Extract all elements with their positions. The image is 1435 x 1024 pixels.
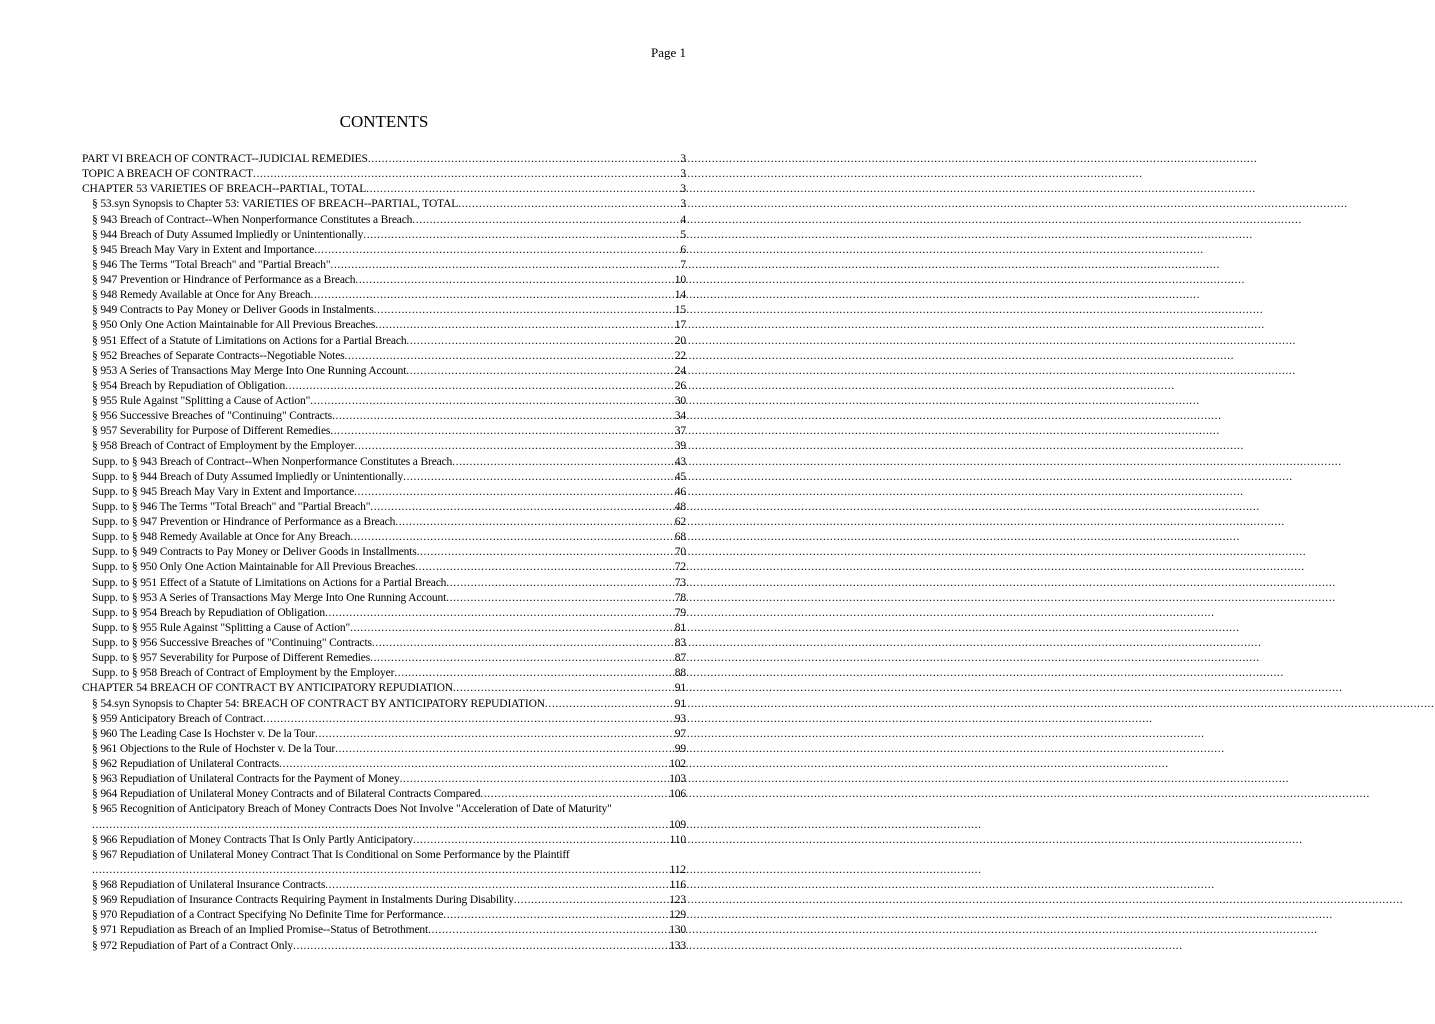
toc-entry-title: § 962 Repudiation of Unilateral Contracts bbox=[92, 758, 280, 770]
toc-entry[interactable] bbox=[82, 621, 686, 636]
toc-entry[interactable] bbox=[82, 243, 686, 258]
toc-entry[interactable] bbox=[82, 318, 686, 333]
toc-entry[interactable] bbox=[82, 908, 686, 923]
toc-dot-leader bbox=[311, 288, 675, 303]
toc-entry-title: Supp. to § 957 Severability for Purpose of Different Remedies bbox=[92, 652, 371, 665]
toc-entry[interactable] bbox=[82, 560, 686, 575]
toc-entry-title: § 958 Breach of Contract of Employment by the Employer bbox=[92, 440, 355, 453]
toc-dot-leader bbox=[354, 439, 674, 454]
toc-page-number: 4 bbox=[680, 213, 686, 226]
toc-dot-leader bbox=[446, 591, 675, 606]
toc-dot-leader bbox=[406, 334, 674, 349]
toc-dot-leader bbox=[92, 818, 669, 833]
toc-entry-title: § 969 Repudiation of Insurance Contracts Requiring Payment in Instalments During Disability bbox=[92, 894, 514, 907]
toc-page-number: 97 bbox=[674, 727, 686, 740]
toc-entry-title: § 948 Remedy Available at Once for Any Breach bbox=[92, 289, 311, 302]
toc-page-number: 88 bbox=[674, 667, 686, 680]
toc-dot-leader bbox=[314, 243, 680, 258]
toc-page-number: 79 bbox=[674, 606, 686, 619]
toc-entry[interactable] bbox=[82, 848, 686, 878]
toc-dot-leader bbox=[545, 697, 675, 712]
toc-entry[interactable] bbox=[82, 606, 686, 621]
toc-dot-leader bbox=[452, 455, 675, 470]
toc-entry[interactable] bbox=[82, 334, 686, 349]
toc-entry-title: PART VI BREACH OF CONTRACT--JUDICIAL REMEDIES bbox=[82, 153, 368, 165]
toc-entry[interactable] bbox=[82, 394, 686, 409]
toc-page-number: 14 bbox=[674, 289, 686, 302]
toc-dot-leader bbox=[453, 681, 675, 696]
toc-entry-title: § 965 Recognition of Anticipatory Breach of Money Contracts Does Not Involve "Acceleration of Date of Maturity" bbox=[92, 803, 612, 816]
toc-dot-leader bbox=[355, 273, 674, 288]
toc-entry-title: TOPIC A BREACH OF CONTRACT bbox=[82, 168, 253, 181]
toc-page-number: 39 bbox=[674, 440, 686, 453]
toc-dot-leader bbox=[417, 545, 675, 560]
toc-entry[interactable] bbox=[82, 349, 686, 364]
toc-page-number: 5 bbox=[680, 228, 686, 241]
toc-dot-leader bbox=[332, 409, 675, 424]
toc-page-number: 110 bbox=[669, 833, 686, 846]
toc-entry-title: § 949 Contracts to Pay Money or Deliver Goods in Instalments bbox=[92, 304, 374, 317]
toc-entry-title: § 946 The Terms "Total Breach" and "Partial Breach" bbox=[92, 258, 331, 271]
toc-entry[interactable] bbox=[82, 923, 686, 938]
toc-dot-leader bbox=[366, 182, 680, 197]
toc-dot-leader bbox=[92, 863, 670, 878]
toc-entry[interactable] bbox=[82, 666, 686, 681]
toc-entry-title: Supp. to § 958 Breach of Contract of Employment by the Employer bbox=[92, 667, 395, 680]
toc-entry[interactable] bbox=[82, 409, 686, 424]
toc-page-number: 73 bbox=[674, 576, 686, 589]
toc-entry-title: § 964 Repudiation of Unilateral Money Contracts and of Bilateral Contracts Compared bbox=[92, 788, 481, 801]
toc-page-number: 6 bbox=[680, 243, 686, 256]
toc-entry[interactable] bbox=[82, 878, 686, 893]
toc-dot-leader bbox=[375, 318, 675, 333]
toc-dot-leader bbox=[344, 349, 674, 364]
toc-entry[interactable] bbox=[82, 651, 686, 666]
toc-entry-title: § 945 Breach May Vary in Extent and Importance bbox=[92, 243, 315, 256]
toc-page-number: 17 bbox=[674, 319, 686, 332]
toc-entry[interactable] bbox=[82, 303, 686, 318]
toc-page-number: 91 bbox=[674, 697, 686, 710]
toc-entry[interactable] bbox=[82, 470, 686, 485]
toc-dot-leader bbox=[406, 364, 675, 379]
toc-entry-title: Supp. to § 946 The Terms "Total Breach" and "Partial Breach" bbox=[92, 500, 371, 513]
toc-dot-leader bbox=[370, 500, 675, 515]
toc-entry-title: Supp. to § 945 Breach May Vary in Extent and Importance bbox=[92, 485, 355, 498]
toc-page-number: 99 bbox=[674, 742, 686, 755]
toc-entry[interactable] bbox=[82, 424, 686, 439]
toc-page-number: 68 bbox=[674, 531, 686, 544]
toc-entry-title: § 966 Repudiation of Money Contracts That Is Only Partly Anticipatory bbox=[92, 833, 413, 846]
toc-page-number: 72 bbox=[674, 561, 686, 574]
toc-entry[interactable] bbox=[82, 288, 686, 303]
toc-entry[interactable] bbox=[82, 364, 686, 379]
toc-entry[interactable] bbox=[82, 197, 686, 212]
toc-entry-title: § 944 Breach of Duty Assumed Impliedly or Unintentionally bbox=[92, 228, 364, 241]
toc-dot-leader bbox=[514, 893, 670, 908]
toc-entry[interactable] bbox=[82, 697, 686, 712]
toc-dot-leader bbox=[330, 424, 675, 439]
toc-entry-title: Supp. to § 943 Breach of Contract--When Nonperformance Constitutes a Breach bbox=[92, 455, 453, 468]
toc-entry-title: Supp. to § 949 Contracts to Pay Money or Deliver Goods in Installments bbox=[92, 546, 417, 559]
toc-dot-leader bbox=[374, 303, 675, 318]
toc-page-number: 26 bbox=[674, 379, 686, 392]
table-of-contents bbox=[82, 152, 686, 954]
toc-entry-title: Supp. to § 947 Prevention or Hindrance of Performance as a Breach bbox=[92, 516, 396, 528]
toc-page-number: 109 bbox=[669, 818, 686, 831]
toc-entry-title: Supp. to § 944 Breach of Duty Assumed Impliedly or Unintentionally bbox=[92, 470, 404, 483]
toc-page-number: 3 bbox=[680, 153, 686, 165]
toc-dot-leader bbox=[400, 772, 670, 787]
toc-entry-title: § 968 Repudiation of Unilateral Insurance Contracts bbox=[92, 879, 326, 891]
toc-page-number: 37 bbox=[674, 425, 686, 438]
toc-dot-leader bbox=[372, 636, 675, 651]
toc-entry[interactable] bbox=[82, 258, 686, 273]
toc-page-number: 116 bbox=[669, 879, 686, 891]
toc-entry-title: § 953 A Series of Transactions May Merge Into One Running Account bbox=[92, 364, 407, 377]
toc-entry[interactable] bbox=[82, 439, 686, 454]
toc-entry-title: Supp. to § 948 Remedy Available at Once for Any Breach bbox=[92, 531, 351, 544]
toc-dot-leader bbox=[279, 757, 669, 772]
toc-dot-leader bbox=[310, 394, 675, 409]
toc-entry[interactable] bbox=[82, 742, 686, 757]
toc-entry-title: § 971 Repudiation as Breach of an Implied Promise--Status of Betrothment bbox=[92, 924, 429, 937]
toc-dot-leader bbox=[354, 485, 675, 500]
toc-page-number: 24 bbox=[674, 364, 686, 377]
page-title: CONTENTS bbox=[339, 112, 429, 131]
toc-entry-title: § 972 Repudiation of Part of a Contract Only bbox=[92, 939, 294, 952]
toc-entry[interactable] bbox=[82, 152, 686, 167]
toc-entry[interactable] bbox=[82, 182, 686, 197]
toc-entry[interactable] bbox=[82, 273, 686, 288]
toc-page-number: 102 bbox=[669, 758, 686, 770]
toc-dot-leader bbox=[293, 939, 669, 954]
toc-entry[interactable] bbox=[82, 500, 686, 515]
toc-page-number: 7 bbox=[680, 258, 686, 271]
toc-entry-title: § 970 Repudiation of a Contract Specifying No Definite Time for Performance bbox=[92, 909, 444, 922]
toc-entry-title: § 957 Severability for Purpose of Different Remedies bbox=[92, 425, 331, 438]
toc-page-number: 123 bbox=[669, 894, 686, 907]
toc-entry-title: § 952 Breaches of Separate Contracts--Negotiable Notes bbox=[92, 349, 345, 362]
toc-page-number: 103 bbox=[669, 773, 686, 786]
toc-entry-title: Supp. to § 955 Rule Against "Splitting a Cause of Action" bbox=[92, 621, 350, 634]
toc-dot-leader bbox=[395, 515, 675, 530]
toc-entry-title: § 943 Breach of Contract--When Nonperformance Constitutes a Breach bbox=[92, 213, 413, 226]
toc-dot-leader bbox=[253, 167, 680, 182]
toc-page-number: 93 bbox=[674, 712, 686, 725]
toc-entry-title: § 963 Repudiation of Unilateral Contracts for the Payment of Money bbox=[92, 773, 400, 786]
toc-entry-title: § 54.syn Synopsis to Chapter 54: BREACH OF CONTRACT BY ANTICIPATORY REPUDIATION bbox=[92, 697, 545, 710]
toc-page-number: 91 bbox=[674, 682, 686, 695]
toc-dot-leader bbox=[325, 878, 669, 893]
toc-page-number: 106 bbox=[669, 788, 686, 801]
toc-page-number: 87 bbox=[674, 652, 686, 665]
toc-page-number: 45 bbox=[674, 470, 686, 483]
toc-entry-title: § 960 The Leading Case Is Hochster v. De la Tour bbox=[92, 727, 316, 740]
toc-dot-leader bbox=[412, 213, 680, 228]
toc-entry[interactable] bbox=[82, 530, 686, 545]
toc-page-number: 130 bbox=[669, 924, 686, 937]
toc-entry-title: Supp. to § 950 Only One Action Maintainable for All Previous Breaches bbox=[92, 561, 416, 574]
toc-entry[interactable] bbox=[82, 485, 686, 500]
toc-entry[interactable] bbox=[82, 167, 686, 182]
toc-dot-leader bbox=[350, 621, 675, 636]
toc-entry[interactable] bbox=[82, 379, 686, 394]
page-number: Page 1 bbox=[650, 45, 686, 60]
toc-entry[interactable] bbox=[82, 939, 686, 954]
toc-dot-leader bbox=[428, 923, 669, 938]
toc-entry[interactable] bbox=[82, 591, 686, 606]
toc-entry[interactable] bbox=[82, 228, 686, 243]
toc-dot-leader bbox=[368, 152, 681, 167]
toc-dot-leader bbox=[403, 470, 675, 485]
toc-entry[interactable] bbox=[82, 576, 686, 591]
toc-dot-leader bbox=[330, 258, 680, 273]
toc-dot-leader bbox=[325, 606, 675, 621]
toc-dot-leader bbox=[335, 742, 675, 757]
toc-page-number: 43 bbox=[674, 455, 686, 468]
toc-page-number: 3 bbox=[680, 183, 686, 196]
toc-page-number: 20 bbox=[674, 334, 686, 347]
toc-entry-title: § 967 Repudiation of Unilateral Money Contract That Is Conditional on Some Performance by the Plaintiff bbox=[92, 848, 570, 861]
toc-dot-leader bbox=[363, 228, 680, 243]
toc-page-number: 3 bbox=[680, 168, 686, 181]
toc-entry-title: CHAPTER 54 BREACH OF CONTRACT BY ANTICIPATORY REPUDIATION bbox=[82, 682, 453, 695]
toc-page-number: 78 bbox=[674, 591, 686, 604]
toc-entry-title: § 947 Prevention or Hindrance of Performance as a Breach bbox=[92, 274, 356, 286]
toc-entry[interactable] bbox=[82, 833, 686, 848]
toc-entry[interactable] bbox=[82, 515, 686, 530]
toc-entry-title: § 53.syn Synopsis to Chapter 53: VARIETIES OF BREACH--PARTIAL, TOTAL bbox=[92, 198, 459, 211]
toc-dot-leader bbox=[370, 651, 675, 666]
toc-entry[interactable] bbox=[82, 802, 686, 832]
toc-entry[interactable] bbox=[82, 727, 686, 742]
toc-dot-leader bbox=[443, 908, 669, 923]
toc-entry[interactable] bbox=[82, 681, 686, 696]
toc-page-number: 10 bbox=[674, 274, 686, 286]
toc-page-number: 83 bbox=[674, 637, 686, 649]
toc-entry[interactable] bbox=[82, 757, 686, 772]
toc-entry-title: § 955 Rule Against "Splitting a Cause of Action" bbox=[92, 395, 311, 407]
toc-entry[interactable] bbox=[82, 712, 686, 727]
toc-entry-title: Supp. to § 954 Breach by Repudiation of Obligation bbox=[92, 606, 326, 619]
toc-dot-leader bbox=[285, 379, 675, 394]
toc-entry-title: § 951 Effect of a Statute of Limitations on Actions for a Partial Breach bbox=[92, 334, 407, 347]
toc-entry[interactable] bbox=[82, 213, 686, 228]
toc-entry-title: § 959 Anticipatory Breach of Contract bbox=[92, 712, 264, 725]
toc-dot-leader bbox=[413, 833, 670, 848]
toc-page-number: 62 bbox=[674, 516, 686, 528]
toc-entry-title: § 954 Breach by Repudiation of Obligation bbox=[92, 379, 286, 392]
toc-page-number: 133 bbox=[669, 939, 686, 952]
toc-dot-leader bbox=[350, 530, 674, 545]
toc-page-number: 81 bbox=[674, 621, 686, 634]
toc-entry[interactable] bbox=[82, 787, 686, 802]
toc-page-number: 70 bbox=[674, 546, 686, 559]
toc-entry-title: CHAPTER 53 VARIETIES OF BREACH--PARTIAL, TOTAL bbox=[82, 183, 367, 196]
toc-page-number: 112 bbox=[669, 863, 686, 876]
toc-page-number: 34 bbox=[674, 410, 686, 423]
toc-page-number: 129 bbox=[669, 909, 686, 922]
toc-entry[interactable] bbox=[82, 636, 686, 651]
toc-entry-title: § 956 Successive Breaches of "Continuing" Contracts bbox=[92, 410, 332, 423]
toc-entry-title: Supp. to § 956 Successive Breaches of "Continuing" Contracts bbox=[92, 637, 372, 649]
toc-page-number: 3 bbox=[680, 198, 686, 211]
toc-page-number: 15 bbox=[674, 304, 686, 317]
toc-dot-leader bbox=[415, 560, 675, 575]
toc-entry[interactable] bbox=[82, 455, 686, 470]
toc-entry[interactable] bbox=[82, 893, 686, 908]
toc-entry[interactable] bbox=[82, 772, 686, 787]
toc-entry[interactable] bbox=[82, 545, 686, 560]
toc-dot-leader bbox=[446, 576, 675, 591]
toc-entry-title: § 950 Only One Action Maintainable for All Previous Breaches bbox=[92, 319, 376, 332]
toc-entry-title: Supp. to § 951 Effect of a Statute of Limitations on Actions for a Partial Breach bbox=[92, 576, 447, 589]
toc-dot-leader bbox=[458, 197, 680, 212]
toc-entry-title: § 961 Objections to the Rule of Hochster v. De la Tour bbox=[92, 742, 336, 755]
toc-dot-leader bbox=[263, 712, 675, 727]
toc-dot-leader bbox=[394, 666, 675, 681]
toc-entry-title: Supp. to § 953 A Series of Transactions May Merge Into One Running Account bbox=[92, 591, 447, 604]
toc-page-number: 30 bbox=[674, 395, 686, 407]
toc-dot-leader bbox=[315, 727, 675, 742]
toc-page-number: 22 bbox=[674, 349, 686, 362]
toc-dot-leader bbox=[480, 787, 669, 802]
toc-page-number: 46 bbox=[674, 485, 686, 498]
toc-page-number: 48 bbox=[674, 500, 686, 513]
